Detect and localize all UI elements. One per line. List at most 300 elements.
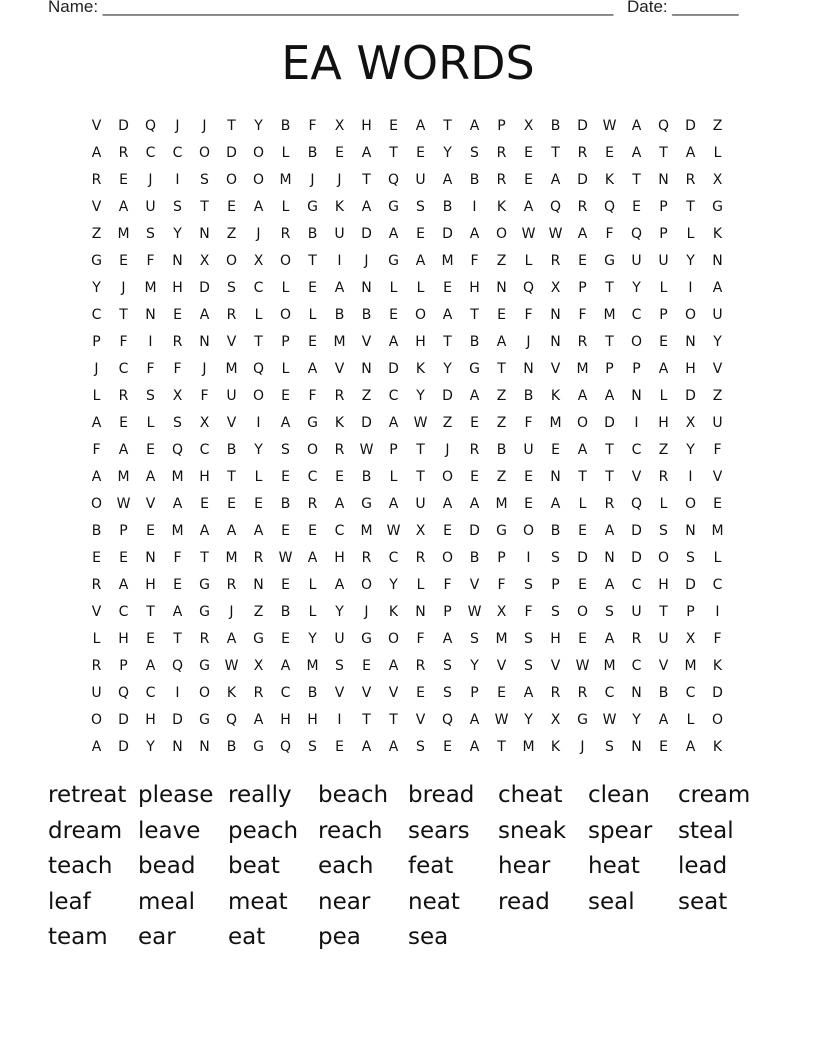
grid-letter: U [415, 495, 426, 512]
grid-letter: E [551, 441, 560, 458]
grid-letter: P [497, 549, 506, 566]
grid-letter: A [577, 441, 588, 458]
grid-letter: S [416, 198, 425, 215]
grid-letter: E [632, 198, 641, 215]
grid-letter: E [308, 279, 317, 296]
grid-letter: I [256, 414, 261, 431]
grid-letter: T [416, 441, 425, 458]
grid-letter: E [335, 468, 344, 485]
grid-letter: D [712, 684, 723, 701]
grid-letter: B [280, 603, 291, 620]
grid-letter: E [659, 738, 668, 755]
grid-letter: N [631, 387, 642, 404]
grid-letter: Q [225, 711, 238, 728]
grid-letter: Q [252, 360, 265, 377]
grid-letter: J [175, 117, 180, 134]
grid-letter: Q [630, 495, 643, 512]
grid-letter: P [119, 657, 128, 674]
grid-letter: K [712, 738, 723, 755]
grid-letter: E [443, 279, 452, 296]
grid-letter: A [415, 252, 426, 269]
grid-letter: R [226, 576, 237, 593]
grid-letter: P [497, 117, 506, 134]
word-item: reach [318, 817, 383, 844]
grid-letter: L [254, 468, 263, 485]
grid-letter: Q [522, 279, 535, 296]
grid-letter: I [337, 711, 342, 728]
grid-letter: E [335, 738, 344, 755]
grid-letter: R [172, 333, 183, 350]
grid-letter: O [684, 495, 697, 512]
grid-letter: Q [630, 225, 643, 242]
grid-letter: C [118, 360, 129, 377]
grid-letter: Y [389, 576, 398, 593]
grid-letter: U [658, 252, 669, 269]
grid-letter: T [119, 306, 128, 323]
grid-letter: C [631, 576, 642, 593]
grid-letter: D [172, 711, 183, 728]
grid-letter: W [548, 225, 563, 242]
grid-letter: P [605, 360, 614, 377]
grid-letter: S [524, 630, 533, 647]
grid-letter: Q [144, 117, 157, 134]
grid-letter: V [91, 198, 102, 215]
grid-letter: C [712, 576, 723, 593]
grid-letter: E [416, 144, 425, 161]
grid-letter: O [198, 684, 211, 701]
grid-letter: H [658, 576, 669, 593]
grid-letter: D [577, 171, 588, 188]
grid-letter: A [604, 387, 615, 404]
grid-letter: A [469, 225, 480, 242]
grid-letter: K [415, 360, 426, 377]
grid-letter: Y [308, 630, 317, 647]
grid-letter: U [523, 441, 534, 458]
grid-letter: D [442, 387, 453, 404]
grid-letter: G [307, 198, 318, 215]
grid-letter: A [604, 522, 615, 539]
grid-letter: C [199, 441, 210, 458]
grid-letter: E [659, 333, 668, 350]
grid-letter: Y [254, 441, 263, 458]
grid-letter: H [118, 630, 129, 647]
grid-letter: S [524, 657, 533, 674]
word-item: ear [138, 924, 176, 950]
grid-letter: A [334, 576, 345, 593]
grid-letter: X [523, 117, 534, 134]
grid-letter: K [388, 603, 399, 620]
grid-letter: A [577, 225, 588, 242]
grid-letter: A [253, 522, 264, 539]
grid-letter: P [659, 225, 668, 242]
grid-letter: T [389, 144, 398, 161]
grid-letter: Y [686, 441, 695, 458]
grid-letter: W [467, 603, 482, 620]
grid-letter: O [279, 306, 292, 323]
grid-letter: B [226, 738, 237, 755]
grid-letter: N [172, 738, 183, 755]
grid-letter: A [280, 657, 291, 674]
grid-letter: A [253, 711, 264, 728]
grid-letter: A [361, 198, 372, 215]
grid-letter: O [576, 603, 589, 620]
grid-letter: A [388, 738, 399, 755]
grid-letter: M [225, 549, 238, 566]
grid-letter: C [118, 603, 129, 620]
grid-letter: C [334, 522, 345, 539]
grid-letter: L [308, 306, 317, 323]
grid-letter: G [361, 495, 372, 512]
grid-letter: S [686, 549, 695, 566]
grid-letter: L [146, 414, 155, 431]
grid-letter: M [522, 738, 535, 755]
grid-letter: L [416, 576, 425, 593]
grid-letter: H [469, 279, 480, 296]
grid-letter: Z [496, 414, 507, 431]
grid-letter: J [337, 171, 342, 188]
grid-letter: L [281, 144, 290, 161]
grid-letter: N [199, 225, 210, 242]
word-item: retreat [48, 782, 127, 808]
grid-letter: V [631, 468, 642, 485]
grid-letter: S [281, 441, 290, 458]
grid-letter: N [550, 468, 561, 485]
grid-letter: P [659, 198, 668, 215]
grid-letter: S [551, 603, 560, 620]
grid-letter: B [280, 117, 291, 134]
grid-letter: L [389, 279, 398, 296]
grid-letter: R [361, 549, 372, 566]
grid-letter: C [604, 684, 615, 701]
grid-letter: X [415, 522, 426, 539]
grid-letter: A [469, 117, 480, 134]
grid-letter: X [712, 171, 723, 188]
grid-letter: P [389, 441, 398, 458]
word-item: seat [678, 888, 728, 915]
grid-letter: A [523, 198, 534, 215]
grid-letter: M [171, 468, 184, 485]
grid-letter: B [334, 306, 345, 323]
grid-letter: E [200, 495, 209, 512]
grid-letter: O [711, 711, 724, 728]
grid-letter: F [200, 387, 209, 404]
grid-letter: T [551, 144, 560, 161]
grid-letter: Q [549, 198, 562, 215]
grid-letter: B [523, 387, 534, 404]
grid-letter: E [362, 657, 371, 674]
grid-letter: T [146, 603, 155, 620]
grid-letter: R [415, 657, 426, 674]
grid-letter: E [146, 630, 155, 647]
grid-letter: E [119, 252, 128, 269]
grid-letter: N [199, 333, 210, 350]
grid-letter: F [470, 252, 479, 269]
grid-letter: Q [279, 738, 292, 755]
grid-letter: F [416, 630, 425, 647]
grid-letter: E [524, 468, 533, 485]
grid-letter: R [226, 306, 237, 323]
grid-letter: E [443, 738, 452, 755]
grid-letter: E [146, 441, 155, 458]
grid-letter: E [470, 468, 479, 485]
grid-letter: X [172, 387, 183, 404]
grid-letter: E [524, 495, 533, 512]
grid-letter: N [199, 738, 210, 755]
grid-letter: G [91, 252, 102, 269]
grid-letter: R [91, 171, 102, 188]
grid-letter: C [253, 279, 264, 296]
grid-letter: S [551, 549, 560, 566]
word-item: please [138, 782, 214, 808]
grid-letter: A [577, 387, 588, 404]
grid-letter: Y [470, 657, 479, 674]
grid-letter: O [387, 630, 400, 647]
grid-letter: C [145, 144, 156, 161]
grid-letter: Y [335, 603, 344, 620]
word-item: steal [678, 817, 734, 844]
grid-letter: A [442, 306, 453, 323]
grid-letter: N [712, 252, 723, 269]
grid-letter: E [227, 198, 236, 215]
grid-letter: L [713, 144, 722, 161]
grid-letter: F [119, 333, 128, 350]
word-item: pea [318, 924, 361, 950]
grid-letter: V [469, 576, 480, 593]
grid-letter: Z [226, 225, 237, 242]
grid-letter: N [631, 738, 642, 755]
word-item: beach [318, 782, 389, 808]
grid-letter: Y [146, 738, 155, 755]
grid-letter: E [227, 495, 236, 512]
grid-letter: O [306, 441, 319, 458]
grid-letter: G [253, 630, 264, 647]
grid-letter: E [578, 576, 587, 593]
grid-letter: O [441, 549, 454, 566]
grid-letter: O [252, 171, 265, 188]
grid-letter: T [632, 171, 641, 188]
grid-letter: C [631, 441, 642, 458]
grid-letter: V [91, 603, 102, 620]
grid-letter: J [445, 441, 450, 458]
word-item: sears [408, 817, 470, 844]
grid-letter: E [389, 117, 398, 134]
grid-letter: L [578, 495, 587, 512]
grid-letter: A [712, 279, 723, 296]
grid-letter: M [279, 171, 292, 188]
grid-letter: F [308, 117, 317, 134]
grid-letter: J [256, 225, 261, 242]
grid-letter: C [280, 684, 291, 701]
grid-letter: R [280, 225, 291, 242]
grid-letter: K [226, 684, 237, 701]
grid-letter: I [715, 603, 720, 620]
grid-letter: G [199, 603, 210, 620]
grid-letter: T [416, 468, 425, 485]
grid-letter: E [281, 576, 290, 593]
grid-letter: L [686, 225, 695, 242]
grid-letter: N [145, 549, 156, 566]
grid-letter: A [442, 171, 453, 188]
grid-letter: Q [171, 441, 184, 458]
grid-letter: A [91, 144, 102, 161]
grid-letter: C [388, 549, 399, 566]
grid-letter: P [470, 684, 479, 701]
grid-letter: G [469, 360, 480, 377]
grid-letter: H [361, 117, 372, 134]
name-field-label: Name: ______________________________________________________ [48, 0, 614, 16]
grid-letter: T [200, 549, 209, 566]
grid-letter: H [658, 414, 669, 431]
grid-letter: O [576, 414, 589, 431]
grid-letter: L [92, 630, 101, 647]
grid-letter: T [578, 468, 587, 485]
grid-letter: T [443, 117, 452, 134]
grid-letter: V [145, 495, 156, 512]
grid-letter: O [90, 495, 103, 512]
grid-letter: A [226, 522, 237, 539]
grid-letter: V [550, 657, 561, 674]
grid-letter: R [496, 144, 507, 161]
grid-letter: W [602, 711, 617, 728]
grid-letter: K [550, 738, 561, 755]
grid-letter: H [334, 549, 345, 566]
grid-letter: Y [254, 117, 263, 134]
grid-letter: J [229, 603, 234, 620]
grid-letter: R [577, 144, 588, 161]
grid-letter: S [173, 414, 182, 431]
grid-letter: T [659, 603, 668, 620]
grid-letter: M [603, 306, 616, 323]
grid-letter: M [144, 279, 157, 296]
grid-letter: A [226, 630, 237, 647]
grid-letter: E [281, 468, 290, 485]
grid-letter: H [307, 711, 318, 728]
grid-letter: E [605, 144, 614, 161]
grid-letter: L [659, 279, 668, 296]
grid-letter: A [469, 738, 480, 755]
grid-letter: Z [442, 414, 453, 431]
grid-letter: N [496, 279, 507, 296]
grid-letter: A [685, 144, 696, 161]
grid-letter: A [442, 630, 453, 647]
grid-letter: S [146, 387, 155, 404]
grid-letter: C [631, 306, 642, 323]
grid-letter: L [659, 387, 668, 404]
grid-letter: I [688, 468, 693, 485]
grid-letter: L [254, 306, 263, 323]
grid-letter: L [308, 603, 317, 620]
grid-letter: D [388, 360, 399, 377]
grid-letter: N [172, 252, 183, 269]
grid-letter: W [278, 549, 293, 566]
grid-letter: A [550, 495, 561, 512]
grid-letter: Z [361, 387, 372, 404]
grid-letter: Z [712, 387, 723, 404]
grid-letter: E [281, 387, 290, 404]
grid-letter: P [119, 522, 128, 539]
grid-letter: F [524, 414, 533, 431]
grid-letter: G [496, 522, 507, 539]
grid-letter: C [685, 684, 696, 701]
grid-letter: S [416, 738, 425, 755]
grid-letter: M [495, 495, 508, 512]
grid-letter: V [712, 360, 723, 377]
grid-letter: A [91, 414, 102, 431]
header-line [48, 0, 739, 17]
grid-letter: E [119, 549, 128, 566]
grid-letter: F [497, 576, 506, 593]
grid-letter: W [602, 117, 617, 134]
grid-letter: U [631, 603, 642, 620]
page-title: EA WORDS [281, 36, 535, 90]
grid-letter: D [361, 414, 372, 431]
grid-letter: W [386, 522, 401, 539]
word-item: neat [408, 888, 460, 915]
grid-letter: I [148, 333, 153, 350]
grid-letter: R [118, 387, 129, 404]
grid-letter: E [524, 171, 533, 188]
grid-letter: R [577, 198, 588, 215]
grid-letter: R [415, 549, 426, 566]
grid-letter: U [145, 198, 156, 215]
grid-letter: S [605, 738, 614, 755]
grid-letter: A [280, 414, 291, 431]
grid-letter: V [361, 333, 372, 350]
word-item: seal [588, 888, 635, 915]
grid-letter: Y [443, 144, 452, 161]
grid-letter: R [118, 144, 129, 161]
grid-letter: E [578, 630, 587, 647]
grid-letter: A [118, 576, 129, 593]
grid-letter: A [523, 684, 534, 701]
grid-letter: B [550, 522, 561, 539]
grid-letter: T [227, 117, 236, 134]
grid-letter: Z [496, 252, 507, 269]
grid-letter: T [254, 333, 263, 350]
grid-letter: O [225, 252, 238, 269]
grid-letter: Y [632, 279, 641, 296]
grid-letter: V [388, 684, 399, 701]
grid-letter: A [388, 657, 399, 674]
grid-letter: G [604, 252, 615, 269]
grid-letter: B [550, 117, 561, 134]
grid-letter: E [146, 522, 155, 539]
grid-letter: A [199, 306, 210, 323]
grid-letter: S [524, 576, 533, 593]
grid-letter: L [524, 252, 533, 269]
grid-letter: D [361, 225, 372, 242]
grid-letter: R [334, 387, 345, 404]
grid-letter: Y [686, 252, 695, 269]
grid-letter: J [364, 252, 369, 269]
grid-letter: A [118, 198, 129, 215]
grid-letter: R [577, 333, 588, 350]
grid-letter: A [415, 117, 426, 134]
grid-letter: F [524, 306, 533, 323]
grid-letter: J [202, 360, 207, 377]
grid-letter: F [524, 603, 533, 620]
word-item: sneak [498, 817, 567, 844]
grid-letter: U [334, 225, 345, 242]
grid-letter: H [415, 333, 426, 350]
grid-letter: O [279, 252, 292, 269]
grid-letter: V [361, 684, 372, 701]
grid-letter: C [145, 684, 156, 701]
grid-letter: U [712, 306, 723, 323]
grid-letter: F [578, 306, 587, 323]
grid-letter: D [685, 576, 696, 593]
word-item: leaf [48, 888, 91, 915]
